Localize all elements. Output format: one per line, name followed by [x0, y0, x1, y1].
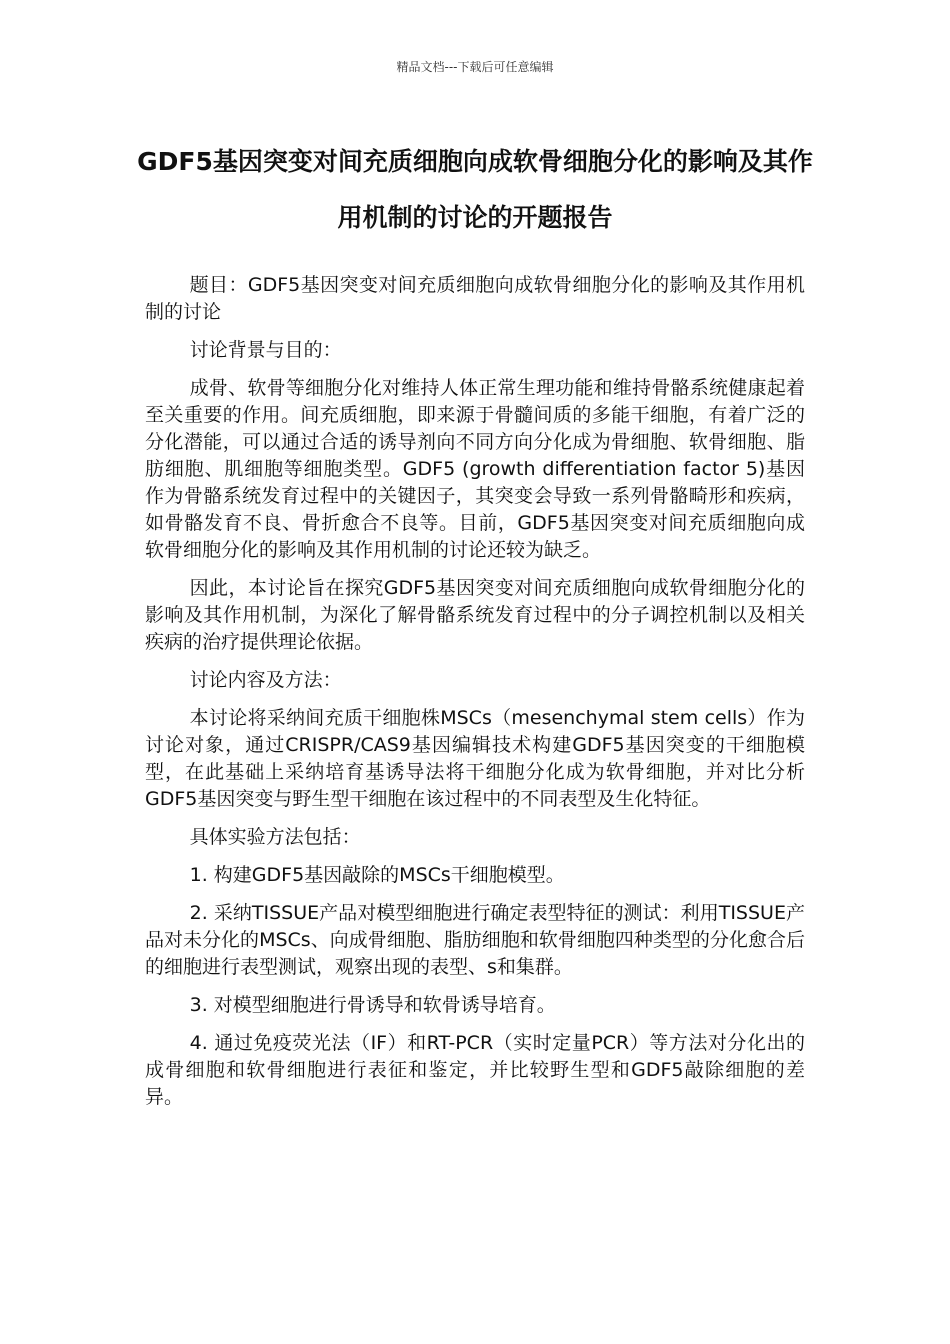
header-note: 精品文档---下载后可任意编辑: [396, 60, 554, 74]
paragraph-background-heading: 讨论背景与目的：: [189, 339, 342, 361]
list-item-step-3: 3. 对模型细胞进行骨诱导和软骨诱导培育。: [189, 994, 556, 1016]
paragraph-purpose: 因此，本讨论旨在探究GDF5基因突变对间充质细胞向成软骨细胞分化的影响及其作用机制，为深化了解骨骼系统发育过程中的分子调控机制以及相关疾病的治疗提供理论依据。: [145, 577, 805, 653]
list-item-step-1: 1. 构建GDF5基因敲除的MSCs干细胞模型。: [189, 864, 565, 886]
paragraph-background: 成骨、软骨等细胞分化对维持人体正常生理功能和维持骨骼系统健康起着至关重要的作用。间充质细胞，即来源于骨髓间质的多能干细胞，有着广泛的分化潜能，可以通过合适的诱导剂向不同方向分化成为骨细胞、软骨细胞、脂肪细胞、肌细胞等细胞类型。GDF5 (growth differentiation factor 5)基因作为骨骼系统发育过程中的关键因子，其突变会导致一系列骨骼畸形和疾病，如骨骼发育不良、骨折愈合不良等。目前，GDF5基因突变对间充质细胞向成软骨细胞分化的影响及其作用机制的讨论还较为缺乏。: [145, 377, 805, 561]
paragraph-experiment-heading: 具体实验方法包括：: [189, 826, 361, 848]
paragraph-methods-heading: 讨论内容及方法：: [189, 669, 342, 691]
document-body: [145, 272, 805, 1122]
paragraph-topic: 题目：GDF5基因突变对间充质细胞向成软骨细胞分化的影响及其作用机制的讨论: [145, 274, 805, 323]
list-item-step-2: 2. 采纳TISSUE产品对模型细胞进行确定表型特征的测试：利用TISSUE产品对未分化的MSCs、向成骨细胞、脂肪细胞和软骨细胞四种类型的分化愈合后的细胞进行表型测试，观察出现的表型、s和集群。: [145, 902, 805, 978]
paragraph-methods: 本讨论将采纳间充质干细胞株MSCs（mesenchymal stem cells）作为讨论对象，通过CRISPR/CAS9基因编辑技术构建GDF5基因突变的干细胞模型，在此基础上采纳培育基诱导法将干细胞分化成为软骨细胞，并对比分析GDF5基因突变与野生型干细胞在该过程中的不同表型及生化特征。: [145, 707, 805, 810]
list-item-step-4: 4. 通过免疫荧光法（IF）和RT-PCR（实时定量PCR）等方法对分化出的成骨细胞和软骨细胞进行表征和鉴定，并比较野生型和GDF5敲除细胞的差异。: [145, 1032, 805, 1108]
document-title: GDF5基因突变对间充质细胞向成软骨细胞分化的影响及其作用机制的讨论的开题报告: [137, 147, 813, 232]
